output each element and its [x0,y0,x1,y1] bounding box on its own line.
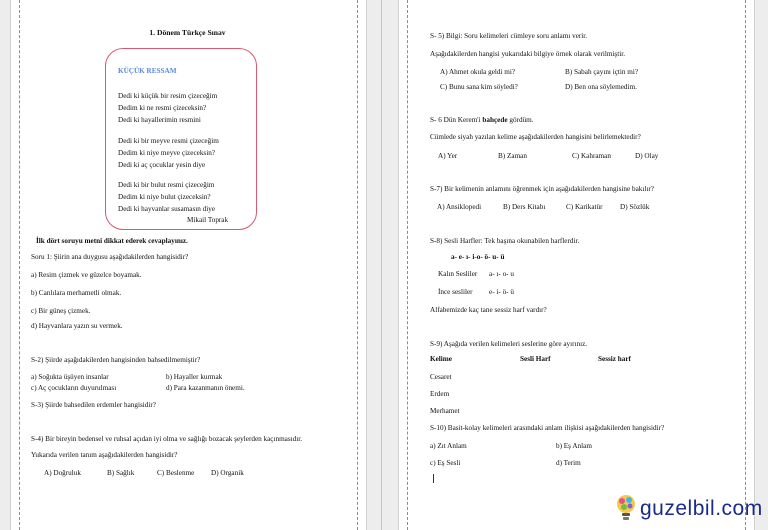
q2-option-a: a) Soğukta üşüyen insanlar [31,373,109,381]
q9-word: Merhamet [430,407,460,415]
watermark-text: guzelbil.com [640,497,763,520]
q4-option-d: D) Organik [211,469,244,477]
q6-text-pre: S- 6 Dün Kerem'i [430,116,483,124]
poem-line: Dedi ki bir bulut resmi çizeceğim [118,181,215,189]
poem-line: Dedim ki ne resmi çizeceksin? [118,104,207,112]
q6-option-a: A) Yer [438,152,458,160]
q8-thick-values: a- ı- o- u [489,270,514,278]
poem-line: Dedi ki bir meyve resmi çizeceğim [118,137,219,145]
q6-option-c: C) Kahraman [572,152,611,160]
q1-option-d: d) Hayvanlara yazın su vermek. [31,322,123,330]
question-6-sub: Cümlede siyah yazılan kelime aşağıdakilerden hangisini belirlemektedir? [430,133,641,141]
instruction: İlk dört soruyu metni dikkat ederek cevaplayınız. [36,237,188,245]
q1-option-c: c) Bir güneş çizmek. [31,307,91,315]
question-5: S- 5) Bilgi: Soru kelimeleri cümleye soru anlamı verir. [430,32,588,40]
right-page [398,0,755,530]
q10-option-a: a) Zıt Anlam [430,442,467,450]
q2-option-d: d) Para kazanmanın önemi. [166,384,245,392]
q7-option-a: A) Ansiklopedi [437,203,482,211]
q5-option-d: D) Ben ona söylemedim. [565,83,637,91]
q6-bold-word: bahçede [482,116,508,124]
question-6 [430,117,534,124]
q5-option-c: C) Bunu sana kim söyledi? [440,83,518,91]
question-8-sub: Alfabemizde kaç tane sessiz harf vardır? [430,306,547,314]
q7-option-c: C) Karikatür [566,203,603,211]
q7-option-d: D) Sözlük [620,203,650,211]
q7-option-b: B) Ders Kitabı [503,203,546,211]
question-8: S-8) Sesli Harfler: Tek başına okunabilen harflerdir. [430,237,580,245]
q8-thick-label: Kalın Sesliler [438,270,478,278]
q9-col-vowel: Sesli Harf [520,355,551,363]
q6-text-post: gördüm. [507,116,534,124]
q10-option-b: b) Eş Anlam [556,442,592,450]
poem-line: Dedi ki küçük bir resim çizeceğim [118,92,218,100]
question-2: S-2) Şiirde aşağıdakilerden hangisinden bahsedilmemiştir? [31,356,201,364]
page-border [407,0,746,530]
q2-option-c: c) Aç çocukların duyurulması [31,384,117,392]
q4-option-a: A) Doğruluk [44,469,81,477]
poem-title: KÜÇÜK RESSAM [118,67,177,75]
question-9: S-9) Aşağıda verilen kelimeleri seslerine göre ayırınız. [430,340,588,348]
question-3: S-3) Şiirde bahsedilen erdemler hangisidir? [31,401,156,409]
lightbulb-icon [614,493,638,523]
question-7: S-7) Bir kelimenin anlamını öğrenmek için aşağıdakilerden hangisine bakılır? [430,185,654,193]
text-cursor [433,474,434,483]
q5-option-b: B) Sabah çayını içtin mi? [565,68,639,76]
question-4: S-4) Bir bireyin bedensel ve ruhsal açıdan iyi olma ve sağlığı bozacak şeylerden kaçınmasıdır. [31,435,303,443]
q9-word: Erdem [430,390,450,398]
q4-option-c: C) Beslenme [157,469,195,477]
question-10: S-10) Basit-kolay kelimeleri arasındaki anlam ilişkisi aşağıdakilerden hangisidir? [430,424,665,432]
q4-option-b: B) Sağlık [107,469,135,477]
q9-col-word: Kelime [430,355,452,363]
poem-line: Dedi ki hayallerimin resmini [118,116,201,124]
poem-line: Dedim ki niye meyve çizeceksin? [118,149,215,157]
q9-word: Cesaret [430,373,452,381]
question-5-sub: Aşağıdakilerden hangisi yukarıdaki bilgiye örnek olarak verilmiştir. [430,50,626,58]
question-4-sub: Yukarıda verilen tanım aşağıdakilerden hangisidir? [31,451,178,459]
watermark-logo [614,493,764,525]
poem-author: Mikail Toprak [187,216,229,224]
exam-title: 1. Dönem Türkçe Sınav [149,28,226,37]
q10-option-d: d) Terim [556,459,581,467]
q1-option-b: b) Canlılara merhametli olmak. [31,289,122,297]
q10-option-c: c) Eş Sesli [430,459,461,467]
q8-vowels: a- e- ı- i-o- ö- u- ü [451,253,505,261]
q6-option-b: B) Zaman [498,152,527,160]
q8-thin-label: İnce sesliler [438,288,473,296]
q2-option-b: b) Hayaller kurmak [166,373,223,381]
q8-thin-values: e- i- ö- ü [489,288,514,296]
poem-line: Dedi ki hayvanlar susamasın diye [118,205,216,213]
page-separator [381,0,382,530]
q5-option-a: A) Ahmet okula geldi mi? [440,68,516,76]
poem-line: Dedi ki aç çocuklar yesin diye [118,161,206,169]
q1-option-a: a) Resim çizmek ve güzelce boyamak. [31,271,142,279]
poem-line: Dedim ki niye bulut çizeceksin? [118,193,211,201]
question-1: Soru 1: Şiirin ana duygusu aşağıdakilerden hangisidir? [31,253,189,261]
q6-option-d: D) Olay [635,152,659,160]
q9-col-consonant: Sessiz harf [598,355,631,363]
